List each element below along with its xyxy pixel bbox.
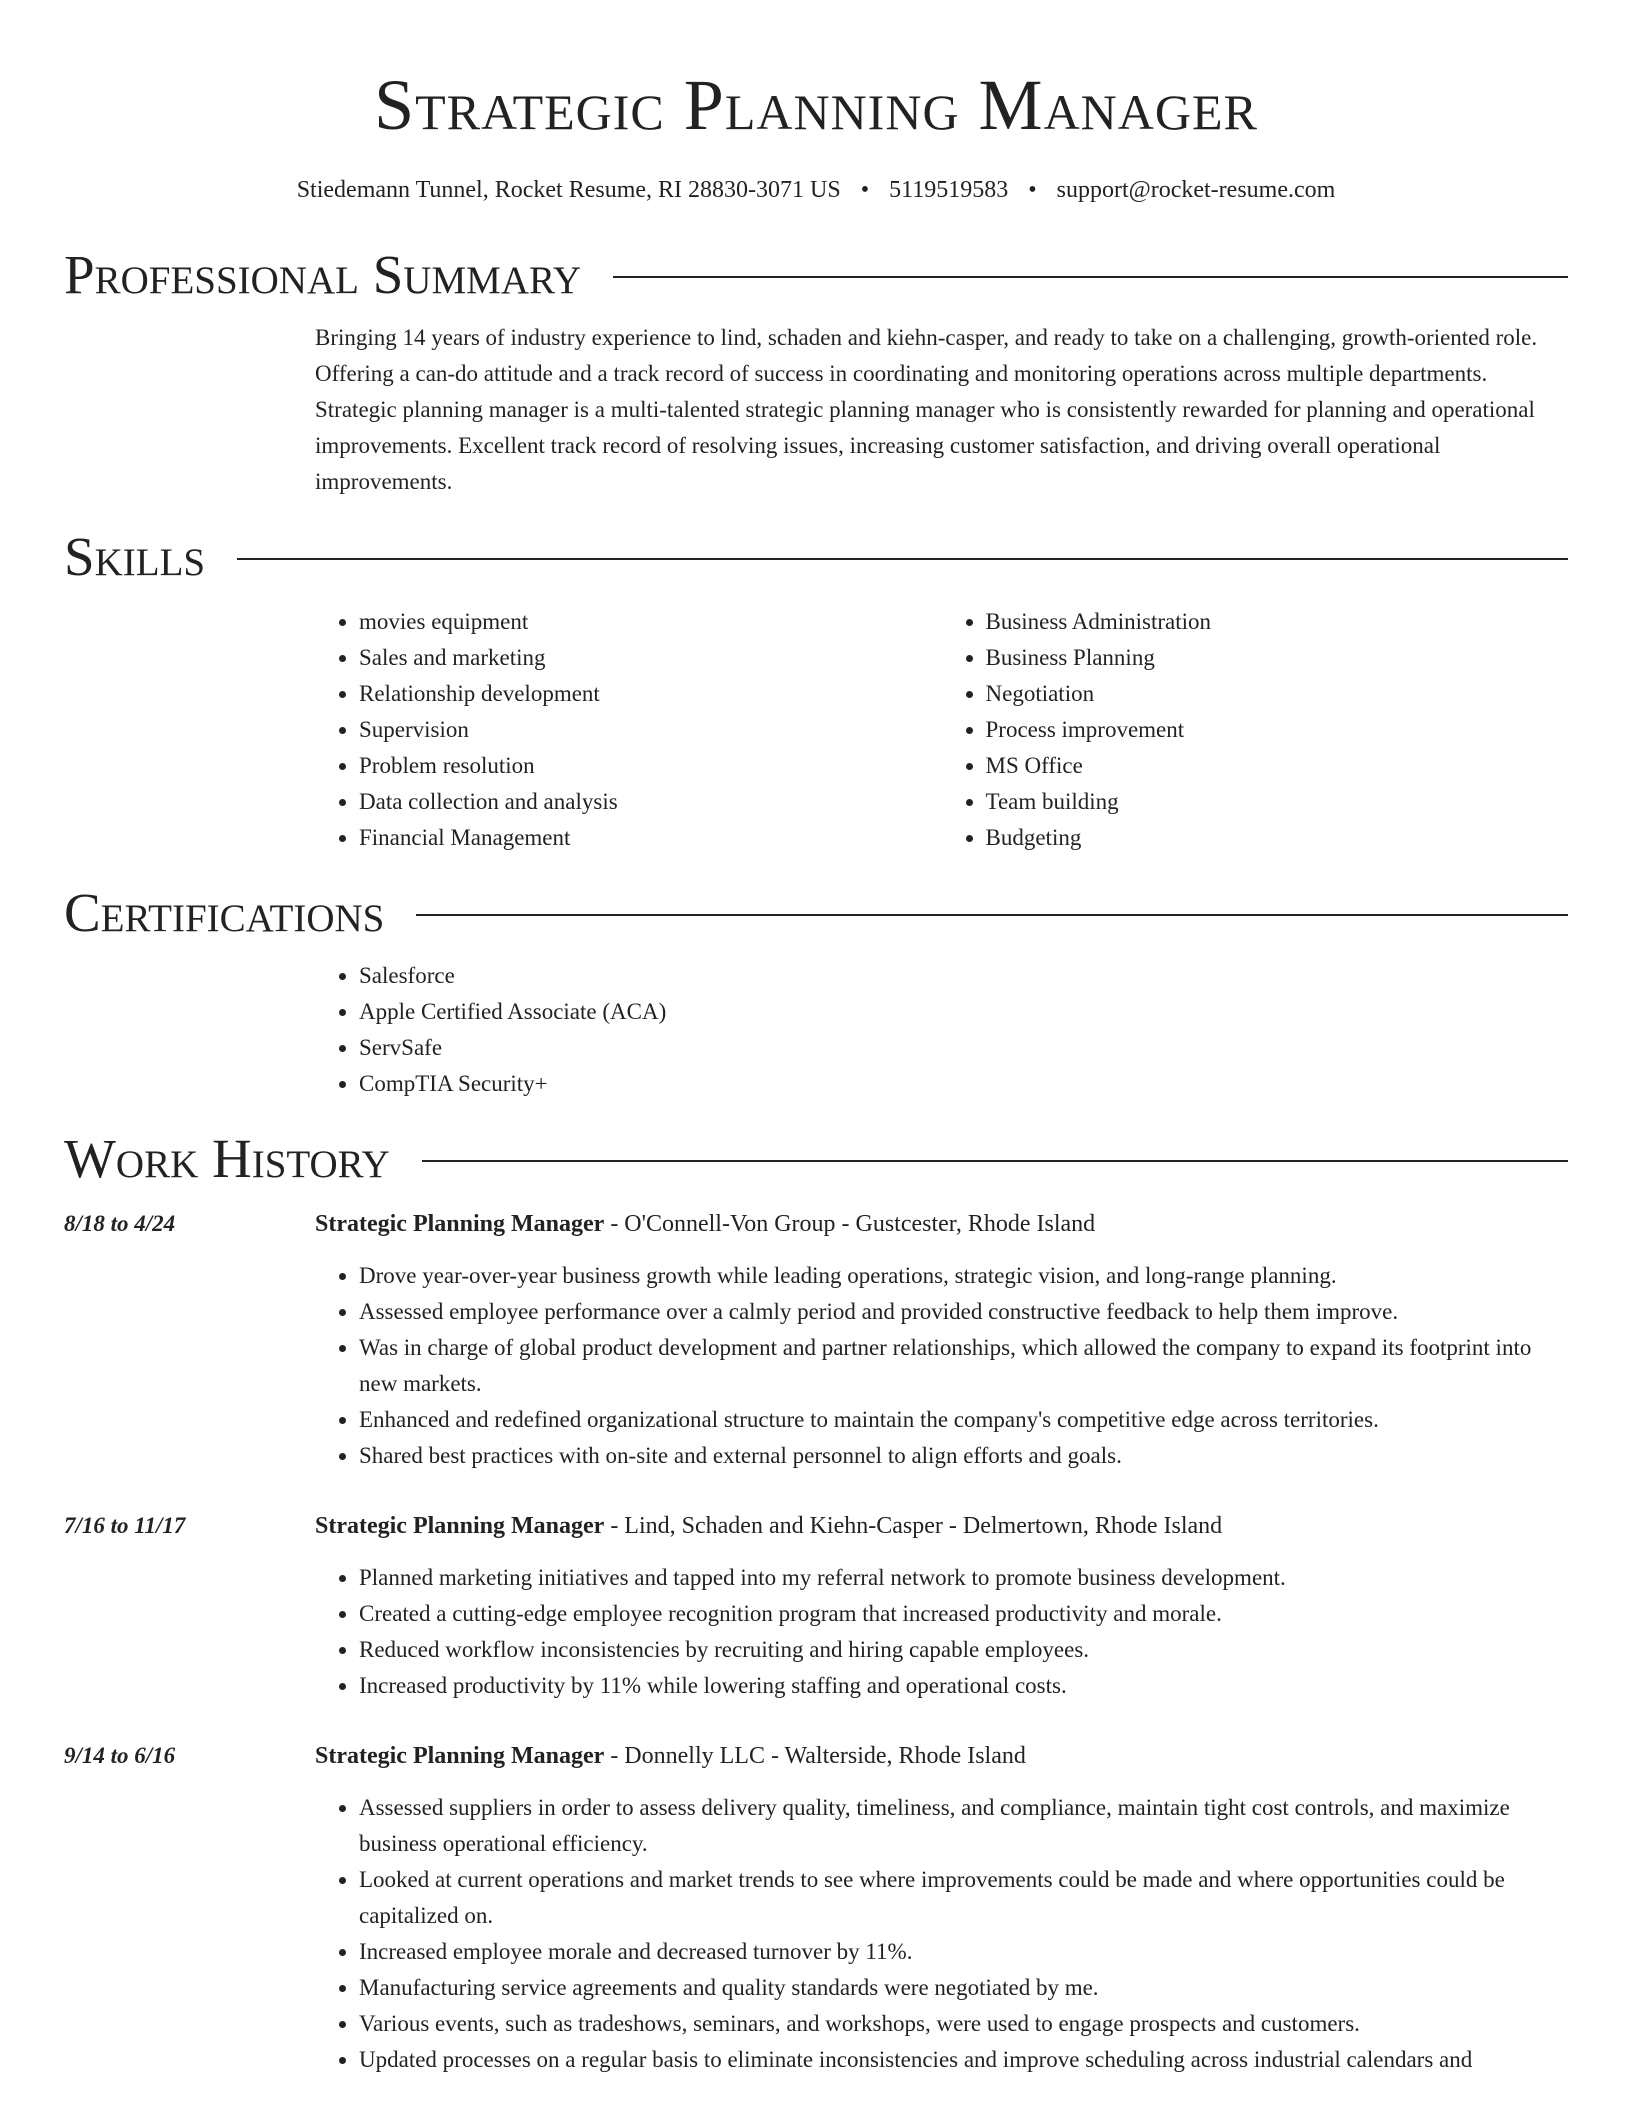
summary-section-title: Professional Summary — [64, 244, 582, 305]
skill-item: • movies equipment — [359, 604, 942, 640]
job-entry — [64, 1738, 1568, 2078]
certification-item: • Salesforce — [359, 958, 1568, 994]
job-details: - Donnelly LLC - Walterside, Rhode Island — [604, 1743, 1026, 1769]
skill-item: • Sales and marketing — [359, 640, 942, 676]
job-bullet: • Increased employee morale and decreased turnover by 11%. — [359, 1934, 1568, 1970]
skills-section-title: Skills — [64, 526, 206, 587]
skill-item: • Data collection and analysis — [359, 784, 942, 820]
job-content — [315, 1508, 1568, 1704]
summary-section-body — [315, 320, 1568, 500]
skill-item: • Process improvement — [986, 712, 1569, 748]
work-section-header — [64, 1124, 1568, 1194]
skill-item: • Negotiation — [986, 676, 1569, 712]
job-bullet: • Shared best practices with on-site and external personnel to align efforts and goals. — [359, 1438, 1568, 1474]
skill-item: • Team building — [986, 784, 1569, 820]
skill-item: • Supervision — [359, 712, 942, 748]
certification-item: • CompTIA Security+ — [359, 1066, 1568, 1102]
job-entry — [64, 1508, 1568, 1704]
job-bullet-list — [315, 1560, 1568, 1704]
skills-left-list — [315, 604, 942, 856]
certification-item: • ServSafe — [359, 1030, 1568, 1066]
contact-line — [64, 174, 1568, 206]
certification-item: • Apple Certified Associate (ACA) — [359, 994, 1568, 1030]
job-bullet: • Planned marketing initiatives and tapped into my referral network to promote business development. — [359, 1560, 1568, 1596]
section-divider — [416, 914, 1568, 916]
section-divider — [237, 558, 1568, 560]
job-bullet: • Increased productivity by 11% while lowering staffing and operational costs. — [359, 1668, 1568, 1704]
job-title: Strategic Planning Manager — [315, 1743, 605, 1769]
job-bullet: • Created a cutting-edge employee recognition program that increased productivity and morale. — [359, 1596, 1568, 1632]
job-bullet: • Was in charge of global product development and partner relationships, which allowed the company to expand its footprint into new markets. — [359, 1330, 1568, 1402]
summary-text: Bringing 14 years of industry experience to lind, schaden and kiehn-casper, and ready to take on a challenging, growth-oriented role. Offering a can-do attitude and a track record of success in coordinating and monitoring operations across multiple departments. Strategic planning manager is a multi-talented strategic planning manager who is consistently rewarded for planning and operational improvements. Excellent track record of resolving issues, increasing customer satisfaction, and driving overall operational improvements. — [315, 325, 1538, 494]
contact-separator: • — [860, 177, 870, 203]
job-details: - O'Connell-Von Group - Gustcester, Rhode Island — [604, 1211, 1096, 1237]
job-bullet: • Drove year-over-year business growth while leading operations, strategic vision, and long-range planning. — [359, 1258, 1568, 1294]
contact-address: Stiedemann Tunnel, Rocket Resume, RI 28830-3071 US — [296, 177, 841, 203]
job-heading — [315, 1508, 1568, 1544]
certifications-list — [315, 958, 1568, 1102]
certifications-section-header — [64, 878, 1568, 948]
skill-item: • Budgeting — [986, 820, 1569, 856]
skill-item: • Problem resolution — [359, 748, 942, 784]
job-bullet: • Enhanced and redefined organizational structure to maintain the company's competitive edge across territories. — [359, 1402, 1568, 1438]
job-title: Strategic Planning Manager — [315, 1513, 605, 1539]
summary-section-header — [64, 240, 1568, 310]
job-bullet: • Updated processes on a regular basis to eliminate inconsistencies and improve scheduling across industrial calendars and — [359, 2042, 1568, 2078]
job-bullet: • Reduced workflow inconsistencies by recruiting and hiring capable employees. — [359, 1632, 1568, 1668]
job-bullet: • Assessed employee performance over a calmly period and provided constructive feedback to help them improve. — [359, 1294, 1568, 1330]
job-dates: 8/18 to 4/24 — [64, 1211, 176, 1236]
contact-email: support@rocket-resume.com — [1056, 177, 1336, 203]
job-heading — [315, 1738, 1568, 1774]
work-section-title: Work History — [64, 1128, 390, 1189]
contact-separator: • — [1028, 177, 1037, 203]
job-bullet: • Various events, such as tradeshows, seminars, and workshops, were used to engage prospects and customers. — [359, 2006, 1568, 2042]
job-heading — [315, 1206, 1568, 1242]
job-content — [315, 1738, 1568, 2078]
resume-name: Strategic Planning Manager — [374, 65, 1258, 145]
job-dates: 7/16 to 11/17 — [64, 1513, 186, 1538]
skills-right-list — [942, 604, 1569, 856]
skills-section-body — [315, 604, 1568, 856]
job-bullet-list — [315, 1258, 1568, 1474]
job-bullet: • Looked at current operations and market trends to see where improvements could be made and where opportunities could be capitalized on. — [359, 1862, 1568, 1934]
section-divider — [422, 1160, 1568, 1162]
skills-grid — [315, 604, 1568, 856]
certifications-section-body — [315, 958, 1568, 1102]
job-title: Strategic Planning Manager — [315, 1211, 605, 1237]
job-bullet-list — [315, 1790, 1568, 2078]
skill-item: • Financial Management — [359, 820, 942, 856]
skill-item: • MS Office — [986, 748, 1569, 784]
skill-item: • Business Planning — [986, 640, 1569, 676]
skill-item: • Business Administration — [986, 604, 1569, 640]
job-entry — [64, 1206, 1568, 1474]
job-bullet: • Manufacturing service agreements and quality standards were negotiated by me. — [359, 1970, 1568, 2006]
section-divider — [613, 276, 1568, 278]
job-details: - Lind, Schaden and Kiehn-Casper - Delmertown, Rhode Island — [604, 1513, 1223, 1539]
job-dates: 9/14 to 6/16 — [64, 1743, 176, 1768]
job-content — [315, 1206, 1568, 1474]
job-bullet: • Assessed suppliers in order to assess delivery quality, timeliness, and compliance, maintain tight cost controls, and maximize business operational efficiency. — [359, 1790, 1568, 1862]
skill-item: • Relationship development — [359, 676, 942, 712]
contact-phone: 5119519583 — [889, 177, 1009, 203]
skills-section-header — [64, 522, 1568, 592]
certifications-section-title: Certifications — [64, 882, 385, 943]
